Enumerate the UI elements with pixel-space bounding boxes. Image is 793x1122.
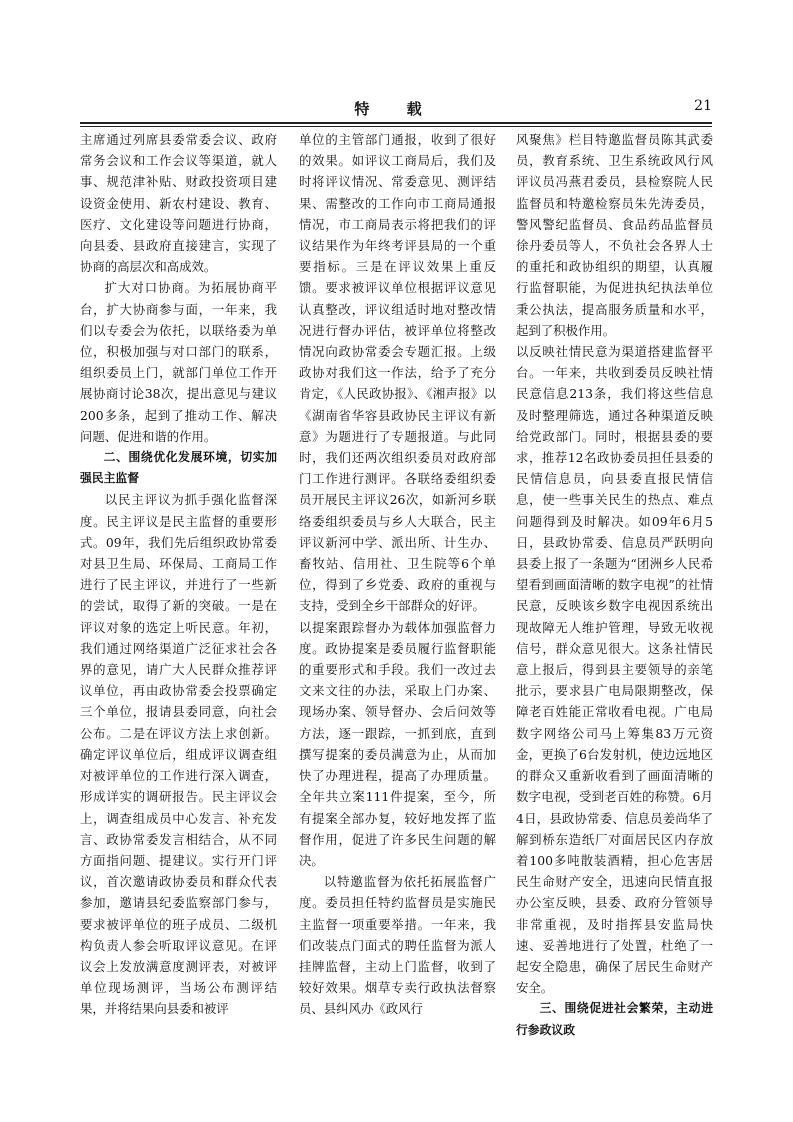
paragraph: 以反映社情民意为渠道搭建监督平台。一年来，共收到委员反映社情民意信息213条，我们将这些信息及时整理筛选，通过各种渠道反映给党政部门。同时，根据县委的要求，推荐12名政协委员担任县委的民情信息员，向县委直报民情信息，使一些事关民生的热点、难点问题得到及时解决。如09年6月5日，县政协常委、信息员严跃明向县委上报了一条题为“团洲乡人民希望看到画面清晰的数字电视”的社情民意，反映该乡数字电视因系统出现故障无人维护管理，导致无收视信号，群众意见很大。这条社情民意上报后，得到县主要领导的亲笔批示，要求县广电局限期整改，保障老百姓能正常收看电视。广电局数字网络公司马上筹集83万元资金，更换了6台发射机，使边远地区的群众又重新收看到了画面清晰的数字电视，受到老百姓的称赞。6月4日，县政协常委、信息员姜尚华了解到桥东造纸厂对面居民区内存放着100多吨散装酒精，担心危害居民生命财产安全，迅速向民情直报办公室反映，县委、政府分管领导非常重视，及时指挥县安监局快速、妥善地进行了处置，杜绝了一起安全隐患，确保了居民生命财产安全。 xyxy=(516,344,713,996)
paragraph: 主席通过列席县委常委会议、政府常务会议和工作会议等渠道，就人事、规范津补贴、财政投资项目建设资金使用、新农村建设、教育、医疗、文化建设等问题进行协商，向县委、县政府直接建言，实现了协商的高层次和高成效。 xyxy=(80,132,277,275)
paragraph: 风聚焦》栏目特邀监督员陈其武委员，教育系统、卫生系统政风行风评议员冯燕君委员，县检察院人民监督员和特邀检察员朱先涛委员，警风警纪监督员、食品药品监督员徐丹委员等人，不负社会各界人士的重托和政协组织的期望，认真履行监督职能，为促进执纪执法单位秉公执法，提高服务质量和水平，起到了积极作用。 xyxy=(516,132,713,338)
section-title: 特 载 xyxy=(354,100,438,118)
paragraph: 扩大对口协商。为拓展协商平台，扩大协商参与面，一年来，我们以专委会为依托，以联络委为单位，积极加强与对口部门的联系，组织委员上门，就部门单位工作开展协商讨论38次，提出意见与建议200多条，起到了推动工作、解决问题、促进和谐的作用。 xyxy=(80,280,277,444)
section-heading: 二、围绕优化发展环境，切实加强民主监督 xyxy=(80,450,277,486)
page-header xyxy=(80,98,712,118)
paragraph: 单位的主管部门通报，收到了很好的效果。如评议工商局后，我们及时将评议情况、常委意见、测评结果、需整改的工作向市工商局通报情况，市工商局表示将把我们的评议结果作为年终考评县局的一个重要指标。三是在评议效果上重反馈。要求被评议单位根据评议意见认真整改，评议组适时地对整改情况进行督办评估，被评单位将整改情况向政协常委会专题汇报。上级政协对我们这一作法，给予了充分肯定，《人民政协报》、《湘声报》以《湖南省华容县政协民主评议有新意》为题进行了专题报道。与此同时，我们还两次组织委员对政府部门工作进行测评。各联络委组织委员开展民主评议26次，如新河乡联络委组织委员与乡人大联合，民主评议新河中学、派出所、计生办、畜牧站、信用社、卫生院等6个单位，得到了乡党委、政府的重视与支持，受到全乡干部群众的好评。 xyxy=(299,132,496,614)
page-number: 21 xyxy=(694,98,712,114)
paragraph: 以特邀监督为依托拓展监督广度。委员担任特约监督员是实施民主监督一项重要举措。一年来，我们改装点门面式的聘任监督为派人挂牌监督，主动上门监督，收到了较好效果。烟草专卖行政执法督察员、县纠风办《政风行 xyxy=(299,874,496,1017)
text-column-2 xyxy=(299,129,496,1020)
paragraph: 以民主评议为抓手强化监督深度。民主评议是民主监督的重要形式。09年，我们先后组织政协常委对县卫生局、环保局、工商局工作进行了民主评议，并进行了一些新的尝试，取得了新的突破。一是在评议对象的选定上听民意。年初，我们通过网络渠道广泛征求社会各界的意见，请广大人民群众推荐评议单位，再由政协常委会投票确定三个单位，报请县委同意，向社会公布。二是在评议方法上求创新。确定评议单位后，组成评议调查组对被评单位的工作进行深入调查，形成详实的调研报告。民主评议会上，调查组成员中心发言、补充发言、政协常委发言相结合，从不同方面指问题、提建议。实行开门评议，首次邀请政协委员和群众代表参加，邀请县纪委监察部门参与，要求被评单位的班子成员、二级机构负责人参会听取评议意见。在评议会上发放满意度测评表，对被评单位现场测评，当场公布测评结果，并将结果向县委和被评 xyxy=(80,492,277,1017)
paragraph: 以提案跟踪督办为载体加强监督力度。政协提案是委员履行监督职能的重要形式和手段。我们一改过去文来文往的办法，采取上门办案、现场办案、领导督办、会后问效等方法，逐一跟踪，一抓到底，直到撰写提案的委员满意为止，从而加快了办理进程，提高了办理质量。全年共立案111件提案，至今，所有提案全部办复，较好地发挥了监督作用，促进了许多民生问题的解决。 xyxy=(299,619,496,868)
section-heading: 三、围绕促进社会繁荣，主动进行参政议政 xyxy=(516,1001,713,1037)
header-rule-thin xyxy=(80,126,712,127)
header-rule-thick xyxy=(80,122,712,124)
text-column-1 xyxy=(80,129,277,1020)
text-column-3 xyxy=(516,129,713,1041)
